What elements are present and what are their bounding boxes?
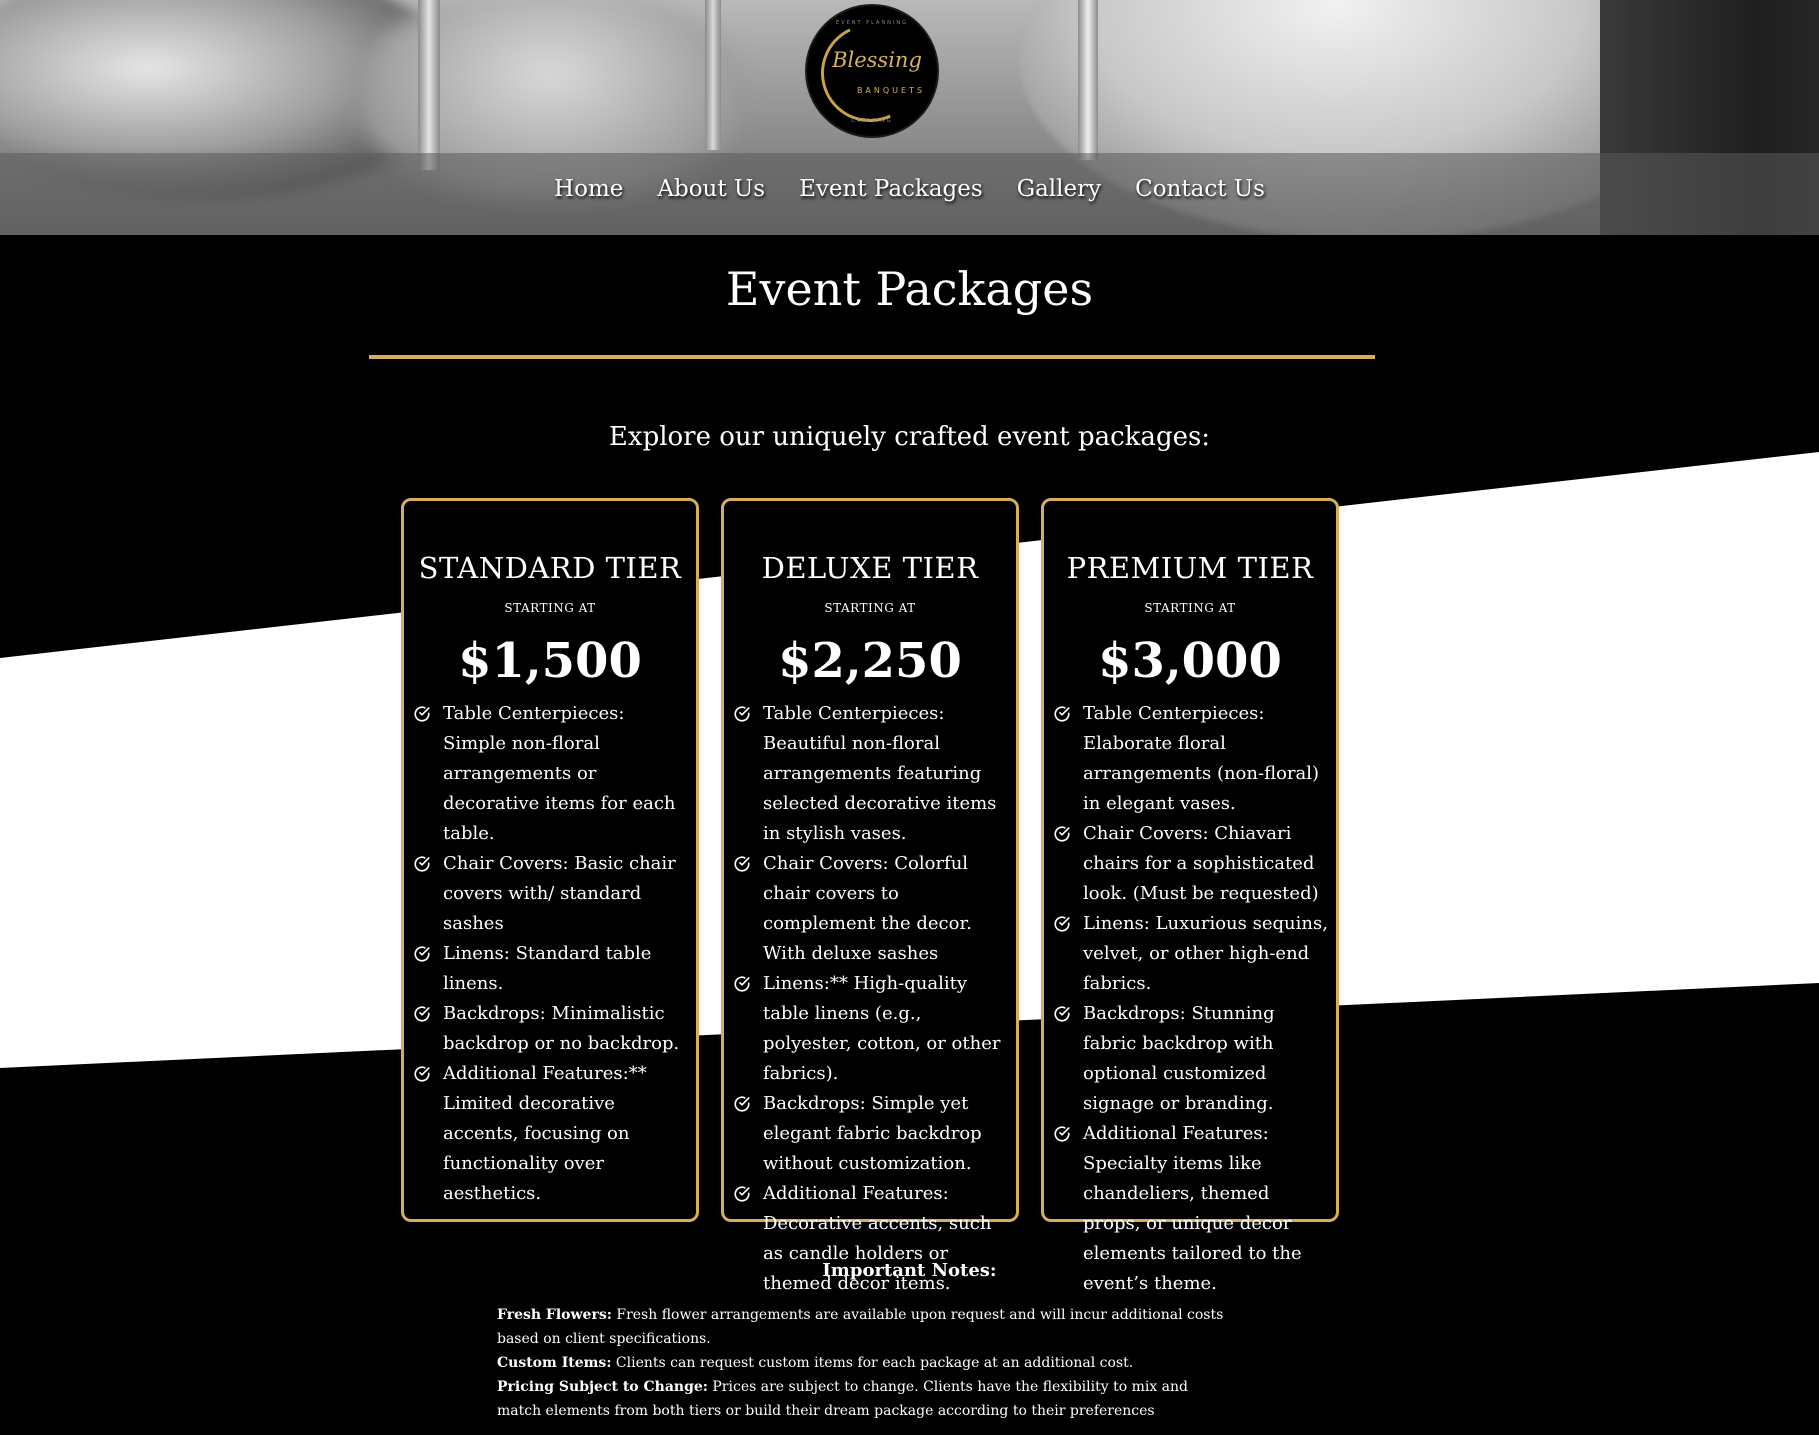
feature-text: Linens: Standard table linens. <box>443 943 652 994</box>
feature-text: Linens: Luxurious sequins, velvet, or other high-end fabrics. <box>1083 913 1328 994</box>
check-circle-icon <box>733 975 751 993</box>
note-item <box>497 1375 1227 1423</box>
check-circle-icon <box>413 855 431 873</box>
check-circle-icon <box>413 945 431 963</box>
feature-text: Backdrops: Simple yet elegant fabric backdrop without customization. <box>763 1093 982 1174</box>
check-circle-icon <box>733 1185 751 1203</box>
feature-item <box>733 849 1008 969</box>
feature-text: Chair Covers: Basic chair covers with/ standard sashes <box>443 853 676 934</box>
tier-price: $1,500 <box>458 633 642 689</box>
feature-text: Chair Covers: Chiavari chairs for a sophisticated look. (Must be requested) <box>1083 823 1319 904</box>
feature-text: Additional Features: Decorative accents, such as candle holders or themed decor items. <box>763 1183 992 1294</box>
page-title: Event Packages <box>725 262 1094 316</box>
logo-script-text: Blessing <box>832 48 922 72</box>
main-nav <box>0 176 1819 202</box>
notes-block <box>497 1303 1227 1423</box>
starting-at-label: STARTING AT <box>504 601 596 615</box>
tier-card-standard <box>401 498 699 1222</box>
hero-photo-shape <box>418 0 440 170</box>
intro-text: Explore our uniquely crafted event packages: <box>608 422 1211 452</box>
nav-item-gallery[interactable]: Gallery <box>1016 176 1102 202</box>
feature-list <box>404 699 696 1209</box>
logo-ring-text: EVENT PLANNING <box>835 20 909 26</box>
note-item <box>497 1303 1227 1351</box>
feature-item <box>413 699 688 849</box>
check-circle-icon <box>733 1095 751 1113</box>
feature-item <box>413 939 688 999</box>
check-circle-icon <box>1053 1125 1071 1143</box>
tier-name: DELUXE TIER <box>761 551 979 585</box>
check-circle-icon <box>413 1065 431 1083</box>
note-text: Fresh flower arrangements are available upon request and will incur additional costs based on client specifications. <box>497 1307 1224 1347</box>
tier-name: PREMIUM TIER <box>1066 551 1314 585</box>
check-circle-icon <box>1053 1005 1071 1023</box>
check-circle-icon <box>733 855 751 873</box>
tier-price: $2,250 <box>778 633 962 689</box>
logo-arc <box>807 10 933 136</box>
nav-item-contact-us[interactable]: Contact Us <box>1135 176 1265 202</box>
feature-text: Additional Features: Specialty items like chandeliers, themed props, or unique decor elements tailored to the event’s theme. <box>1083 1123 1302 1294</box>
feature-text: Backdrops: Stunning fabric backdrop with optional customized signage or branding. <box>1083 1003 1275 1114</box>
tier-card-premium <box>1041 498 1339 1294</box>
note-label: Pricing Subject to Change: <box>497 1379 708 1395</box>
feature-item <box>1053 699 1328 819</box>
starting-at-label: STARTING AT <box>824 601 916 615</box>
feature-text: Additional Features:** Limited decorative accents, focusing on functionality over aesthetics. <box>443 1063 647 1204</box>
check-circle-icon <box>413 1005 431 1023</box>
hero-photo-shape <box>1078 0 1098 160</box>
nav-item-home[interactable]: Home <box>554 176 624 202</box>
note-text: Prices are subject to change. Clients have the flexibility to mix and match elements from both tiers or build their dream package according to their preferences <box>497 1379 1189 1419</box>
check-circle-icon <box>733 705 751 723</box>
nav-item-event-packages[interactable]: Event Packages <box>799 176 983 202</box>
feature-list <box>724 699 1016 1299</box>
nav-item-about-us[interactable]: About Us <box>657 176 766 202</box>
feature-text: Table Centerpieces: Elaborate floral arrangements (non-floral) in elegant vases. <box>1083 703 1320 814</box>
logo-word-text: BANQUETS <box>856 86 926 95</box>
feature-item <box>1053 999 1328 1119</box>
hero-header <box>0 0 1819 235</box>
feature-text: Chair Covers: Colorful chair covers to complement the decor. With deluxe sashes <box>763 853 972 964</box>
check-circle-icon <box>1053 825 1071 843</box>
tier-price: $3,000 <box>1098 633 1282 689</box>
site-logo[interactable] <box>807 6 937 136</box>
logo-ring-text: CATERING <box>851 118 893 124</box>
note-item <box>497 1351 1227 1375</box>
check-circle-icon <box>1053 705 1071 723</box>
starting-at-label: STARTING AT <box>1144 601 1236 615</box>
feature-item <box>1053 909 1328 999</box>
feature-item <box>733 699 1008 849</box>
feature-item <box>413 1059 688 1209</box>
check-circle-icon <box>1053 915 1071 933</box>
check-circle-icon <box>413 705 431 723</box>
feature-item <box>733 1089 1008 1179</box>
note-label: Fresh Flowers: <box>497 1307 612 1323</box>
feature-list <box>1044 699 1336 1299</box>
feature-text: Backdrops: Minimalistic backdrop or no backdrop. <box>443 1003 680 1054</box>
title-divider <box>369 355 1375 359</box>
feature-text: Table Centerpieces: Simple non-floral arrangements or decorative items for each table. <box>443 703 676 844</box>
feature-item <box>1053 819 1328 909</box>
note-text: Clients can request custom items for each package at an additional cost. <box>611 1355 1134 1371</box>
note-label: Custom Items: <box>497 1355 612 1371</box>
feature-item <box>413 999 688 1059</box>
notes-title: Important Notes: <box>822 1260 997 1281</box>
hero-photo-shape <box>705 0 721 150</box>
feature-item <box>733 1179 1008 1299</box>
feature-item <box>733 969 1008 1089</box>
feature-item <box>413 849 688 939</box>
feature-text: Table Centerpieces: Beautiful non-floral arrangements featuring selected decorative items in stylish vases. <box>763 703 997 844</box>
tier-name: STANDARD TIER <box>418 551 682 585</box>
feature-text: Linens:** High-quality table linens (e.g., polyester, cotton, or other fabrics). <box>763 973 1001 1084</box>
